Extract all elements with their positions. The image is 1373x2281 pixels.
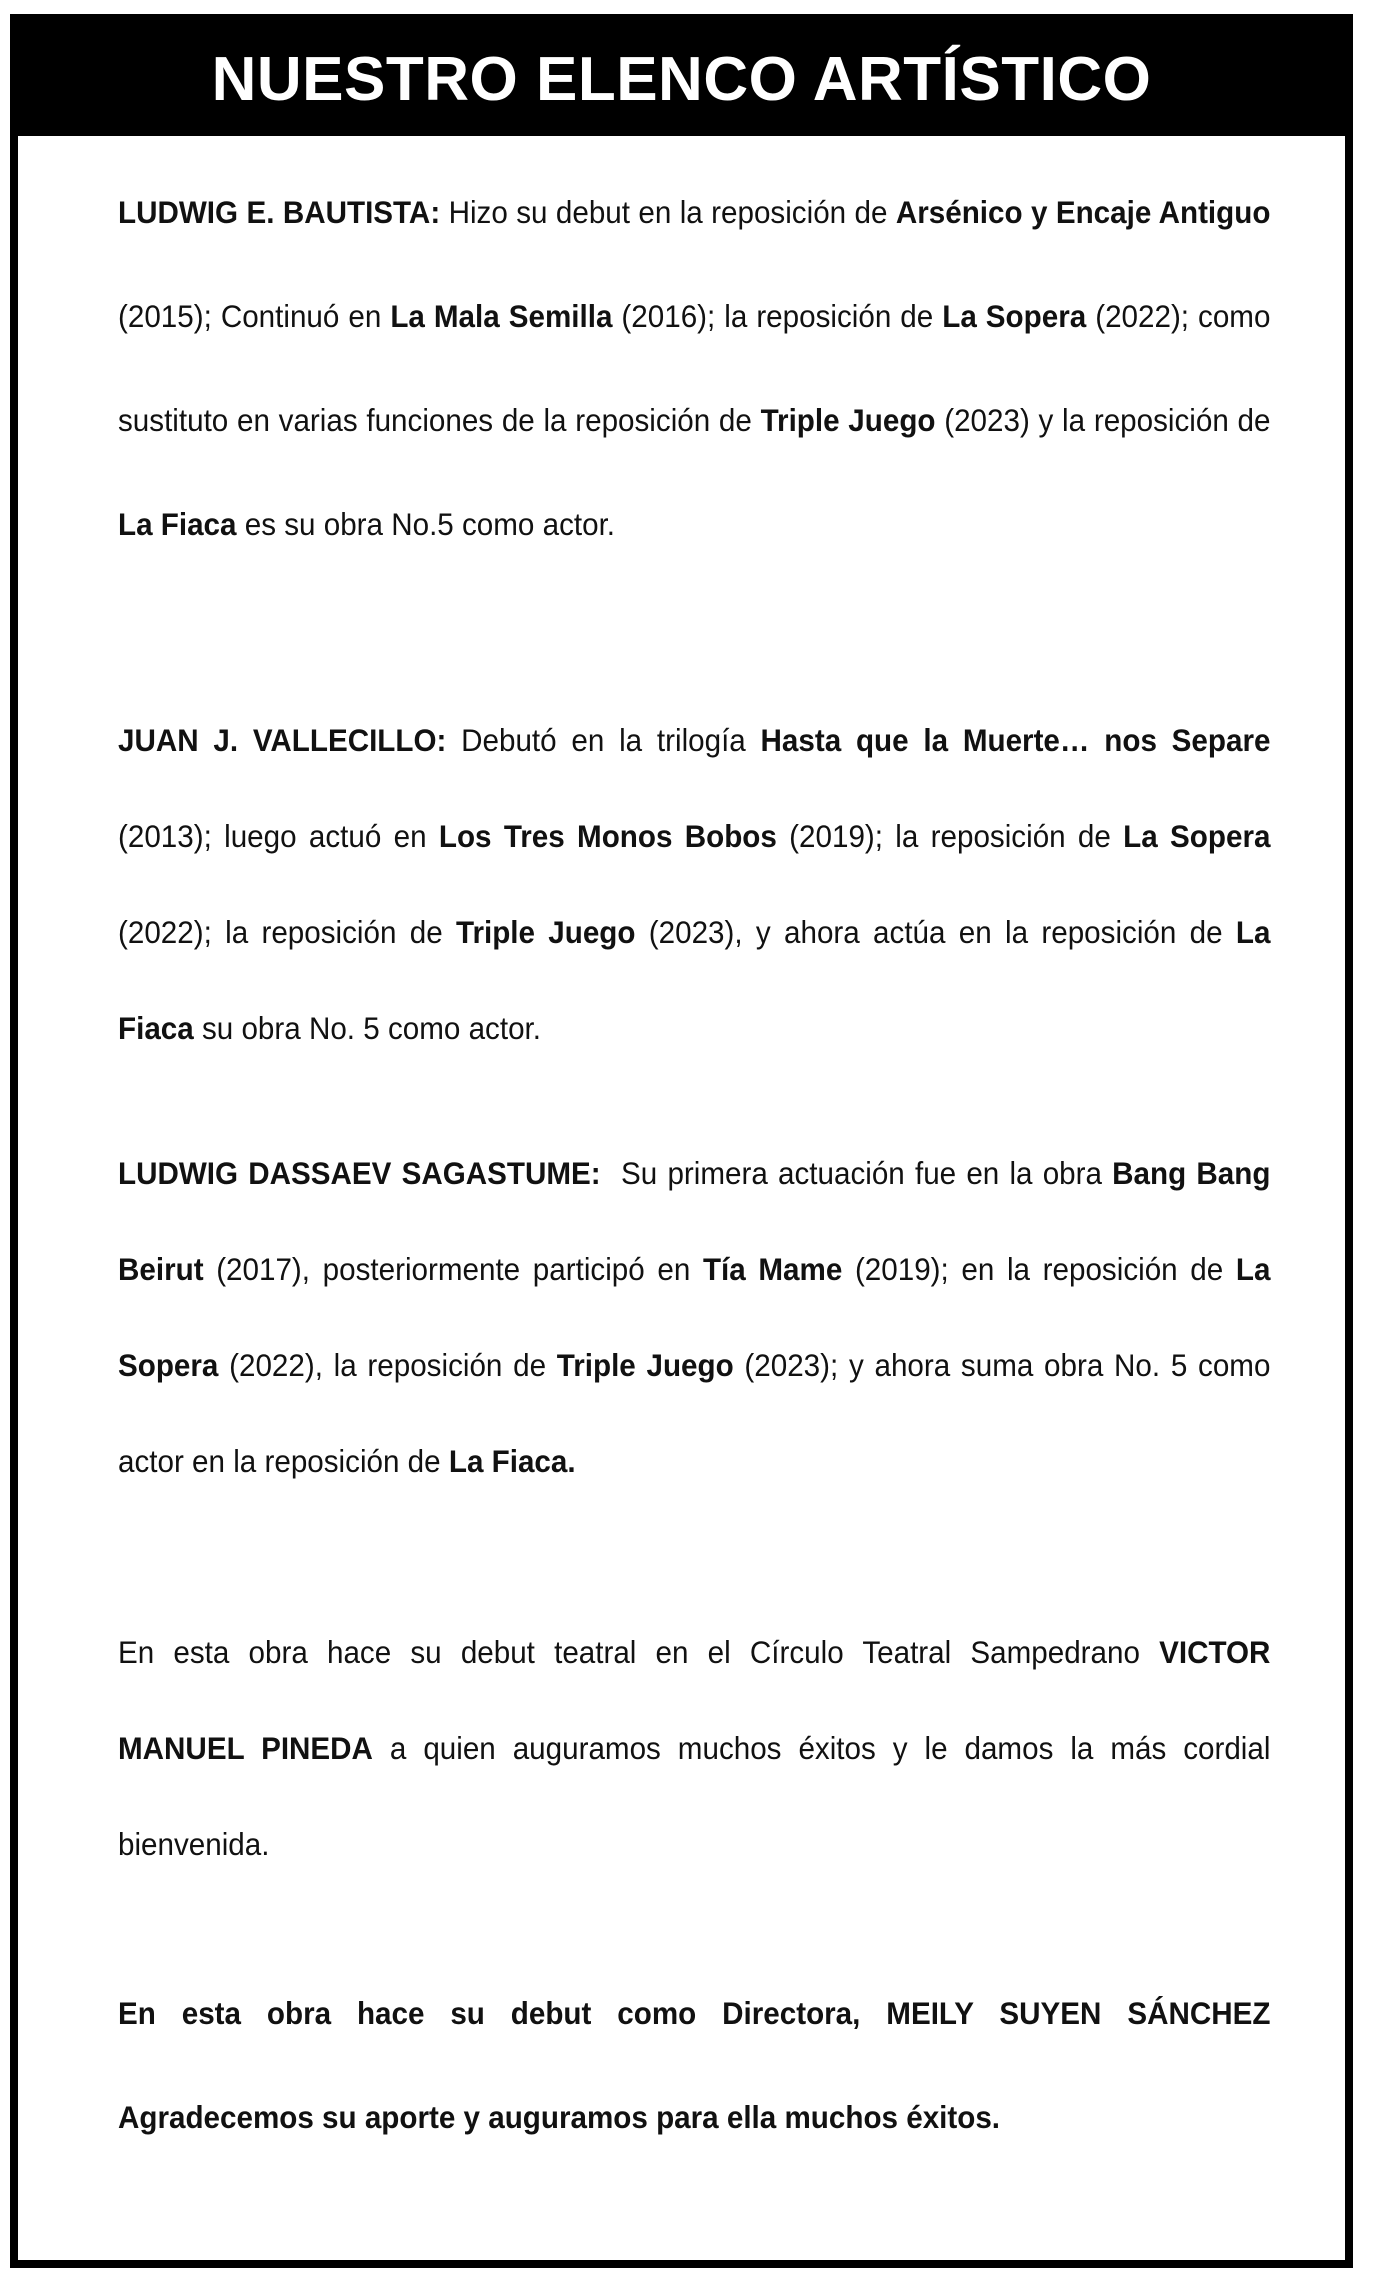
actor-name: VICTOR MANUEL PINEDA — [118, 1634, 1271, 1766]
play-title: Triple Juego — [760, 402, 936, 438]
cast-paragraph-sagastume — [118, 1125, 1270, 1509]
text-segment: (2022); como sustituto en varias funciones de la reposición de — [118, 298, 1271, 438]
text-segment: (2016); la reposición de — [612, 298, 943, 334]
text-segment: (2019); la reposición de — [776, 818, 1124, 854]
text-segment: es su obra No.5 como actor. — [236, 506, 616, 542]
actor-name: LUDWIG DASSAEV SAGASTUME: — [118, 1155, 601, 1191]
play-title: Bang Bang Beirut — [118, 1155, 1271, 1287]
page-title: NUESTRO ELENCO ARTÍSTICO — [211, 44, 1152, 114]
cast-paragraph-vallecillo — [118, 692, 1270, 1076]
director-announcement: En esta obra hace su debut como Directora, MEILY SUYEN SÁNCHEZ Agradecemos su aporte y auguramos para ella muchos éxitos. — [118, 1995, 1271, 2135]
director-paragraph — [118, 1961, 1270, 2169]
play-title: La Fiaca — [118, 914, 1271, 1046]
play-title: Arsénico y Encaje Antiguo — [895, 194, 1271, 230]
text-segment: (2022); la reposición de — [118, 914, 456, 950]
play-title: Triple Juego — [455, 914, 636, 950]
play-title: La Sopera — [942, 298, 1087, 334]
play-title: Triple Juego — [556, 1347, 734, 1383]
title-bar — [18, 22, 1345, 136]
text-segment: (2013); luego actuó en — [118, 818, 439, 854]
text-segment: (2023); y ahora suma obra No. 5 como actor en la reposición de — [118, 1347, 1271, 1479]
cast-paragraph-pineda — [118, 1604, 1270, 1892]
play-title: Tía Mame — [702, 1251, 843, 1287]
text-segment: su obra No. 5 como actor. — [193, 1010, 541, 1046]
play-title: La Sopera — [1123, 818, 1271, 854]
actor-name: LUDWIG E. BAUTISTA: — [118, 194, 441, 230]
cast-paragraph-bautista — [118, 160, 1270, 576]
text-segment: Hizo su debut en la reposición de — [440, 194, 896, 230]
text-segment: (2023) y la reposición de — [935, 402, 1271, 438]
play-title: La Fiaca — [118, 506, 237, 542]
play-title: La Mala Semilla — [390, 298, 613, 334]
text-segment: (2017), posteriormente participó en — [203, 1251, 703, 1287]
text-segment: (2023), y ahora actúa en la reposición de — [635, 914, 1236, 950]
play-title: La Sopera — [118, 1251, 1271, 1383]
play-title: Los Tres Monos Bobos — [438, 818, 777, 854]
text-segment: (2015); Continuó en — [118, 298, 391, 334]
text-segment: a quien auguramos muchos éxitos y le damos la más cordial bienvenida. — [118, 1730, 1271, 1862]
page-frame — [10, 14, 1353, 2268]
text-segment: (2019); en la reposición de — [842, 1251, 1236, 1287]
play-title: Hasta que la Muerte… nos Separe — [760, 722, 1271, 758]
text-segment: Su primera actuación fue en la obra — [600, 1155, 1113, 1191]
text-segment: En esta obra hace su debut teatral en el Círculo Teatral Sampedrano — [118, 1634, 1160, 1670]
play-title: La Fiaca. — [448, 1443, 576, 1479]
actor-name: JUAN J. VALLECILLO: — [118, 722, 447, 758]
text-segment: Debutó en la trilogía — [446, 722, 761, 758]
text-segment: (2022), la reposición de — [218, 1347, 557, 1383]
